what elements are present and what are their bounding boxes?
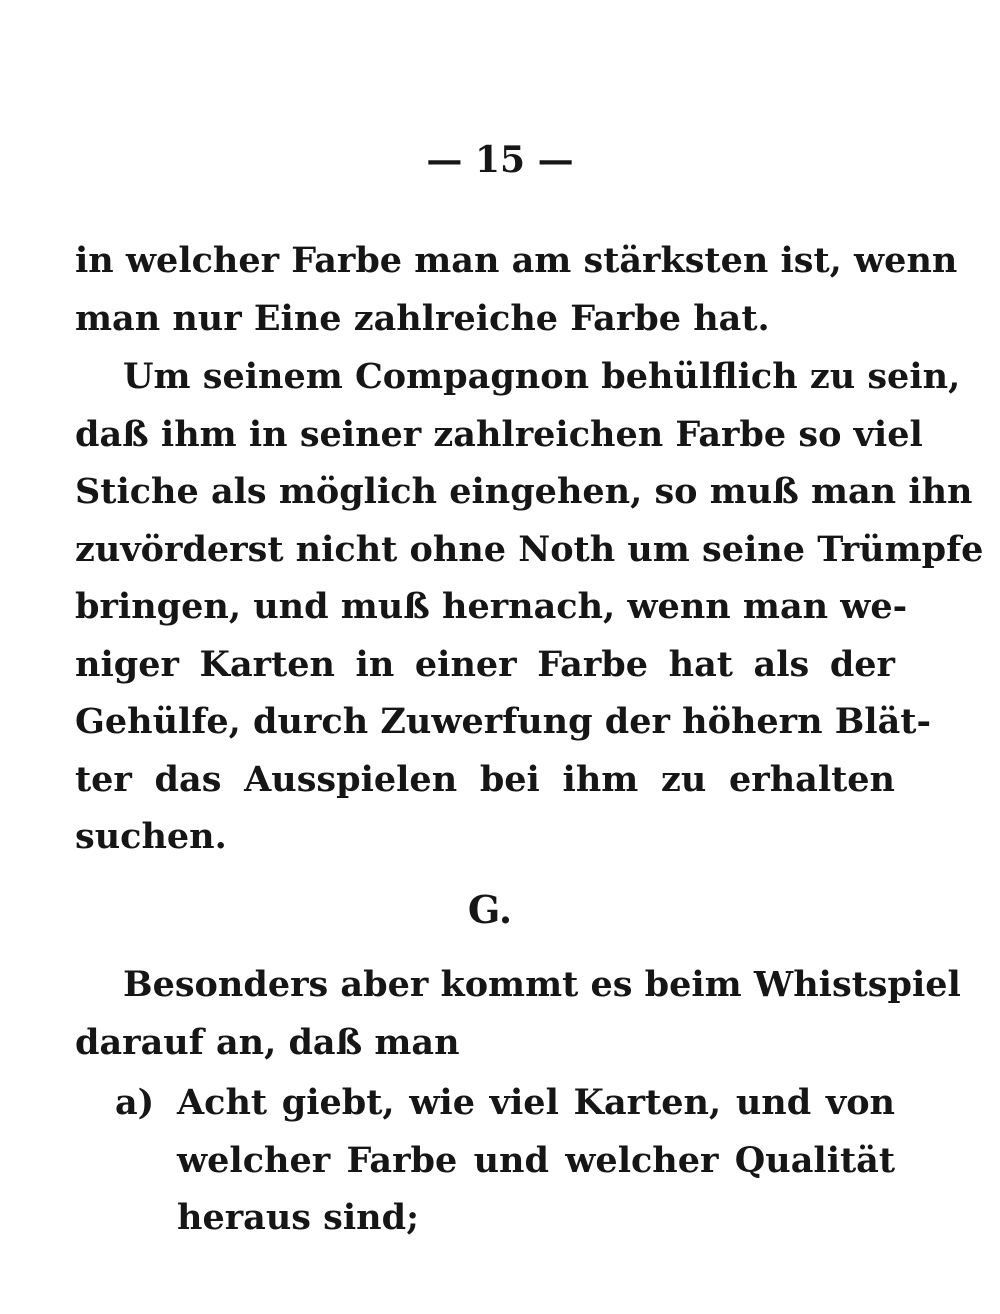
text-line: in welcher Farbe man am stärksten ist, wenn — [75, 240, 958, 281]
text-line: heraus sind; — [177, 1197, 420, 1238]
text-line: Stiche als möglich eingehen, so muß man ihn — [75, 471, 973, 512]
text-line: Acht giebt, wie viel Karten, und von — [177, 1082, 895, 1123]
text-line: ter das Ausspielen bei ihm zu erhalten — [75, 758, 895, 800]
page-number: — 15 — — [426, 139, 574, 181]
text-line: Um seinem Compagnon behülflich zu sein, — [123, 356, 961, 397]
paragraph-whistspiel — [75, 956, 961, 1071]
text-line: Besonders aber kommt es beim Whistspiel — [123, 964, 961, 1005]
paragraph-compagnon — [75, 348, 984, 866]
list-item-body — [177, 1074, 895, 1247]
list-marker: a) — [115, 1082, 155, 1123]
text-line: bringen, und muß hernach, wenn man we- — [75, 586, 908, 627]
text-line: daß ihm in seiner zahlreichen Farbe so viel — [75, 413, 923, 455]
section-heading: G. — [467, 887, 513, 932]
text-line: man nur Eine zahlreiche Farbe hat. — [75, 297, 770, 339]
text-line: suchen. — [75, 816, 227, 857]
text-line: niger Karten in einer Farbe hat als der — [75, 643, 895, 685]
paragraph-continuation — [75, 232, 958, 347]
text-line: welcher Farbe und welcher Qualität — [177, 1139, 895, 1181]
text-line: darauf an, daß man — [75, 1021, 460, 1063]
text-line: Gehülfe, durch Zuwerfung der höhern Blät- — [75, 701, 931, 742]
text-line: zuvörderst nicht ohne Noth um seine Trümpfe — [75, 528, 984, 570]
